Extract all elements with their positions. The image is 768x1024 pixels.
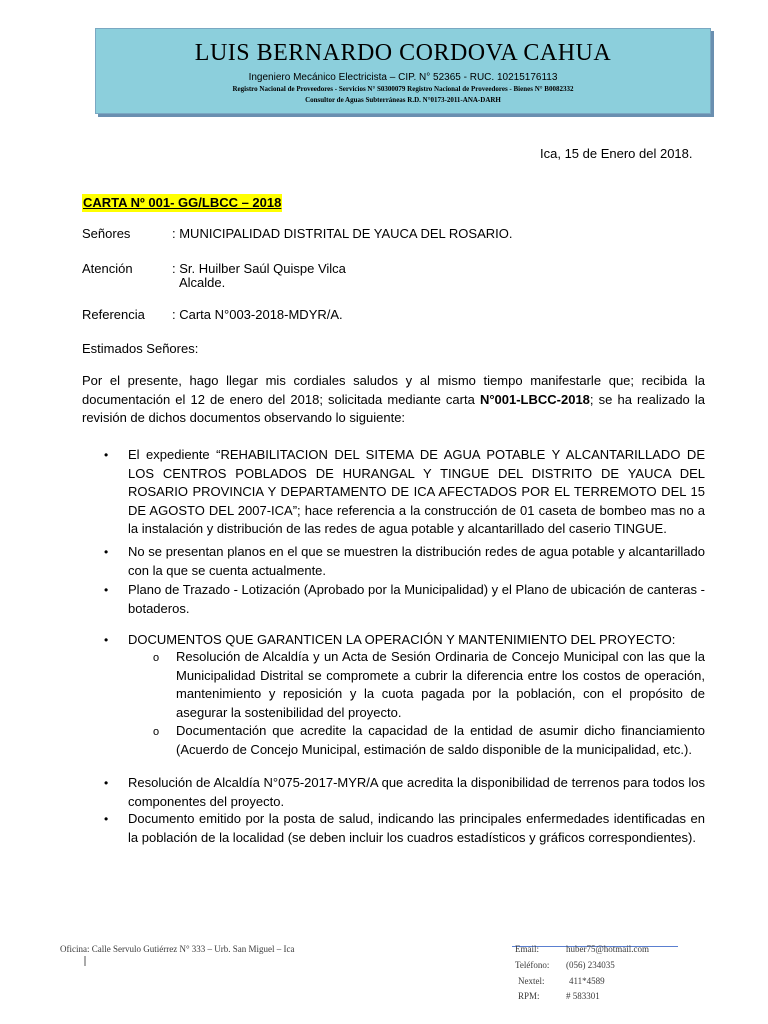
footer-nextel-label: Nextel: (518, 976, 545, 986)
bullet-4-marker: • (104, 633, 109, 647)
letterhead-name: LUIS BERNARDO CORDOVA CAHUA (194, 40, 612, 66)
referencia-label: Referencia (82, 307, 145, 322)
atencion-label: Atención (82, 261, 133, 276)
atencion-value: : Sr. Huilber Saúl Quispe Vilca (172, 261, 346, 276)
referencia-value: : Carta N°003-2018-MDYR/A. (172, 307, 343, 322)
footer-email-value: huber75@hotmail.com (566, 944, 650, 954)
senores-value: : MUNICIPALIDAD DISTRITAL DE YAUCA DEL ROSARIO. (172, 226, 513, 241)
bullet-4-text: DOCUMENTOS QUE GARANTICEN LA OPERACIÓN Y MANTENIMIENTO DEL PROYECTO: (128, 632, 676, 647)
intro-text-2: ; se ha realizado la revisión de dichos documentos observando lo siguiente: (82, 391, 706, 426)
atencion-title: Alcalde. (179, 275, 226, 290)
bullet-5-marker: • (104, 776, 109, 790)
subbullet-2-text: Documentación que acredite la capacidad de la entidad de asumir dicho financiamiento (Acuerdo de Concejo Municipal, estimación de saldo disponible de la municipalidad, etc.). (176, 723, 705, 757)
intro-carta-ref: N°001-LBCC-2018 (479, 391, 590, 407)
footer-office: Oficina: Calle Servulo Gutiérrez N° 333 – Urb. San Miguel – Ica (60, 944, 295, 954)
intro-paragraph (82, 372, 705, 428)
senores-label: Señores (82, 226, 131, 241)
bullet-5-text: Resolución de Alcaldía N°075-2017-MYR/A que acredita la disponibilidad de terrenos para todos los componentes del proyecto. (128, 775, 705, 809)
subbullet-2-marker: o (153, 726, 160, 738)
letterhead-registry: Registro Nacional de Proveedores - Servicios N° S0300079 Registro Nacional de Proveedores - Bienes N° B0082332 (232, 85, 574, 93)
footer-rpm-label: RPM: (518, 991, 540, 1001)
letterhead-subtitle: Ingeniero Mecánico Electricista – CIP. N° 52365 - RUC. 10215176113 (248, 72, 558, 83)
footer-phone-label: Teléfono: (515, 960, 550, 970)
bullet-2-text: No se presentan planos en el que se muestren la distribución redes de agua potable y alcantarillado con la que se cuenta actualmente. (128, 544, 705, 578)
bullet-3-marker: • (104, 583, 109, 597)
bullet-2-marker: • (104, 545, 109, 559)
bullet-1-marker: • (104, 448, 109, 462)
footer-divider-mark (84, 956, 86, 966)
bullet-6-marker: • (104, 812, 109, 826)
subbullet-1-text: Resolución de Alcaldía y un Acta de Sesión Ordinaria de Concejo Municipal con las que la Municipalidad Distrital se compromete a cubrir la diferencia entre los costos de operación, mantenimiento y reposición y la cuota pagada por la población, con el propósito de asegurar la sostenibilidad del proyecto. (176, 649, 705, 720)
letter-date: Ica, 15 de Enero del 2018. (540, 146, 693, 161)
subbullet-1-marker: o (153, 652, 160, 664)
greeting: Estimados Señores: (82, 341, 199, 356)
footer-phone-value: (056) 234035 (566, 960, 615, 970)
intro-text-1: Por el presente, hago llegar mis cordiales saludos y al mismo tiempo manifestarle que; recibida la documentación el 12 de enero del 2018; solicitada mediante carta (82, 373, 705, 407)
bullet-3-text: Plano de Trazado - Lotización (Aprobado por la Municipalidad) y el Plano de ubicación de canteras - botaderos. (128, 582, 705, 616)
footer-nextel-value: 411*4589 (569, 976, 605, 986)
letterhead (95, 28, 711, 114)
footer-email-label: Email: (515, 944, 539, 954)
footer-rpm-value: # 583301 (566, 991, 600, 1001)
letterhead-consultant: Consultor de Aguas Subterráneas R.D. N°0173-2011-ANA-DARH (305, 96, 501, 104)
bullet-6-text: Documento emitido por la posta de salud, indicando las principales enfermedades identificadas en la población de la localidad (se deben incluir los cuadros estadísticos y gráficos correspondientes). (128, 811, 705, 845)
bullet-1-text: El expediente “REHABILITACION DEL SITEMA DE AGUA POTABLE Y ALCANTARILLADO DE LOS CENTROS POBLADOS DE HURANGAL Y TINGUE DEL DISTRITO DE YAUCA DEL ROSARIO PROVINCIA Y DEPARTAMENTO DE ICA AFECTADOS POR EL TERREMOTO DEL 15 DE AGOSTO DEL 2007-ICA”; hace referencia a la construcción de 01 caseta de bombeo mas no a la instalación y distribución de las redes de agua potable y alcantarillado del caserio TINGUE. (128, 447, 705, 537)
letter-reference-number: CARTA Nº 001- GG/LBCC – 2018 (83, 195, 282, 210)
